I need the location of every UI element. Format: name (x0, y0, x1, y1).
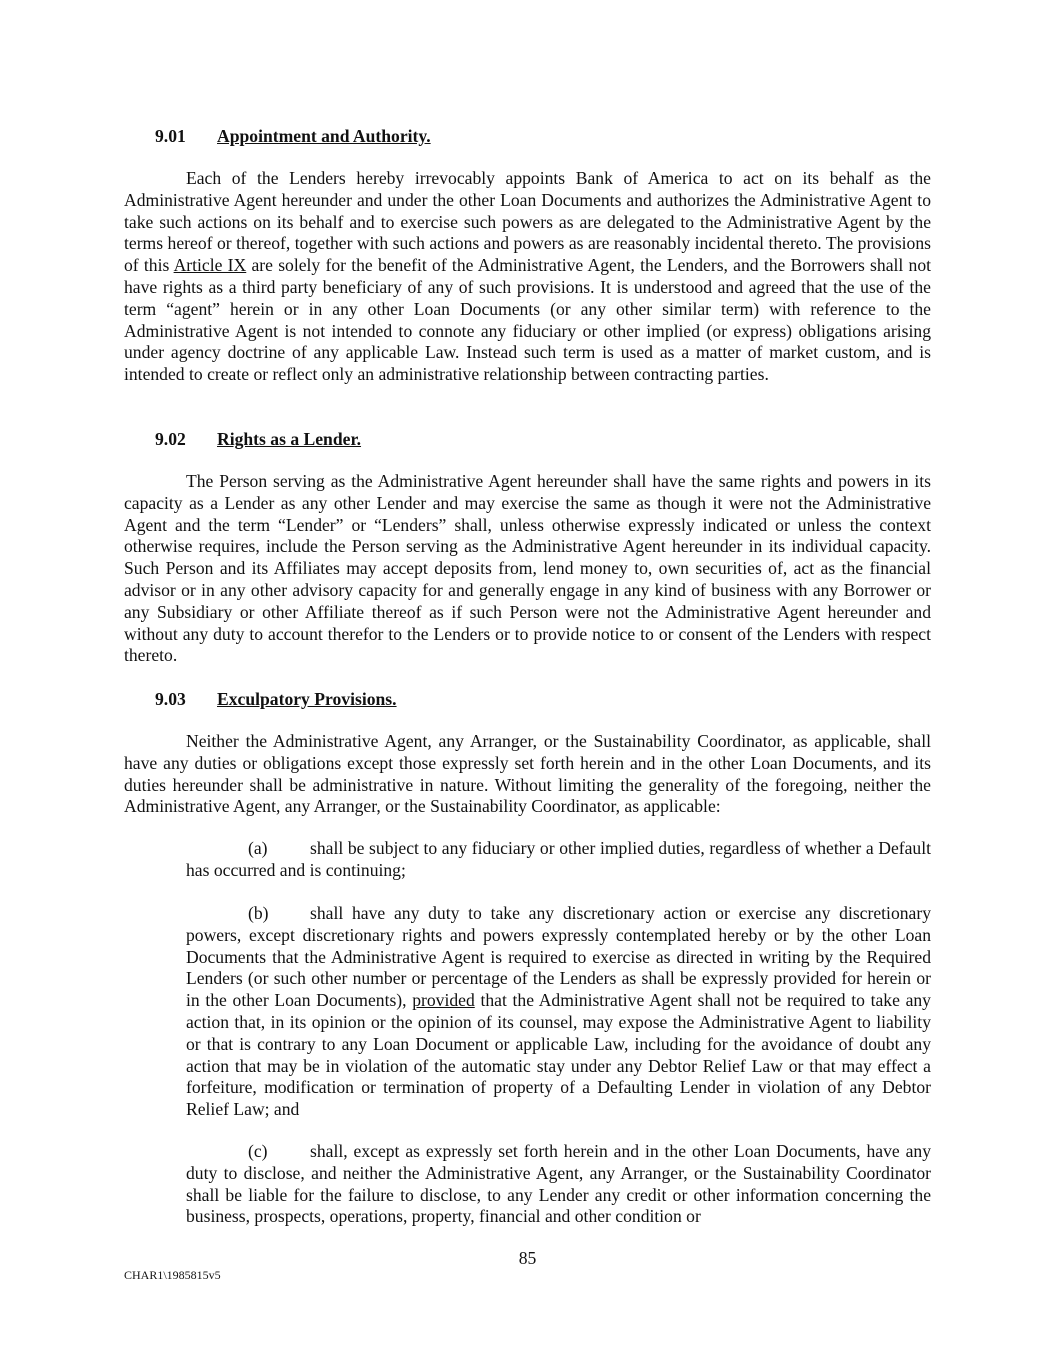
section-heading-9-03 (155, 688, 397, 710)
list-item-marker: (a) (248, 838, 268, 858)
section-heading-9-01 (155, 125, 431, 147)
document-id: CHAR1\1985815v5 (124, 1268, 221, 1282)
paragraph-text: Each of the Lenders hereby irrevocably appoints Bank of America to act on its behalf as the Administrative Agent hereunder and under the other Loan Documents and authorizes the Administrative Agent to take such actions on its behalf and to exercise such powers as are delegated to the Administrative Agent by the terms hereof or thereof, together with such actions and powers as are reasonably incidental thereto. The provisions of this (124, 168, 931, 276)
list-item-text: shall, except as expressly set forth herein and in the other Loan Documents, have any duty to disclose, and neither the Administrative Agent, any Arranger, or the Sustainability Coordinator shall be liable for the failure to disclose, to any Lender any credit or other information concerning the business, prospects, operations, property, financial and other condition or (186, 1141, 931, 1227)
section-9-01-paragraph (124, 168, 931, 386)
provided-term: provided (412, 990, 475, 1011)
list-item-b (186, 903, 931, 1121)
section-9-03-paragraph: Neither the Administrative Agent, any Arranger, or the Sustainability Coordinator, as applicable, shall have any duties or obligations except those expressly set forth herein and in the other Loan Documents, and its duties hereunder shall be administrative in nature. Without limiting the generality of the foregoing, neither the Administrative Agent, any Arranger, or the Sustainability Coordinator, as applicable: (124, 731, 931, 817)
section-title: Exculpatory Provisions. (217, 689, 397, 709)
section-number: 9.01 (155, 126, 186, 146)
list-item-text: that the Administrative Agent shall not be required to take any action that, in its opinion or the opinion of its counsel, may expose the Administrative Agent to liability or that is contrary to any Loan Document or applicable Law, including for the avoidance of doubt any action that may be in violation of the automatic stay under any Debtor Relief Law or that may effect a forfeiture, modification or termination of property of a Defaulting Lender in violation of any Debtor Relief Law; and (186, 990, 931, 1120)
list-item-text: shall be subject to any fiduciary or other implied duties, regardless of whether a Default has occurred and is continuing; (186, 838, 931, 880)
list-item-text: shall have any duty to take any discretionary action or exercise any discretionary powers, except discretionary rights and powers expressly contemplated hereby or by the other Loan Documents that the Administrative Agent is required to exercise as directed in writing by the Required Lenders (or such other number or percentage of the Lenders as shall be expressly provided for herein or in the other Loan Documents), (186, 903, 931, 1011)
page-number: 85 (518, 1248, 537, 1268)
section-9-02-paragraph: The Person serving as the Administrative Agent hereunder shall have the same rights and powers in its capacity as a Lender as any other Lender and may exercise the same as though it were not the Administrative Agent and the term “Lender” or “Lenders” shall, unless otherwise expressly indicated or unless the context otherwise requires, include the Person serving as the Administrative Agent hereunder in its individual capacity. Such Person and its Affiliates may accept deposits from, lend money to, own securities of, act as the financial advisor or in any other advisory capacity for and generally engage in any kind of business with any Borrower or any Subsidiary or other Affiliate thereof as if such Person were not the Administrative Agent hereunder and without any duty to account therefor to the Lenders or to provide notice to or consent of the Lenders with respect thereto. (124, 471, 931, 666)
list-item-marker: (c) (248, 1141, 268, 1161)
article-ix-reference: Article IX (173, 255, 247, 276)
section-title: Rights as a Lender. (217, 429, 362, 449)
section-heading-9-02 (155, 428, 361, 450)
list-item-c (186, 1141, 931, 1228)
list-item-a (186, 838, 931, 882)
paragraph-text: are solely for the benefit of the Administrative Agent, the Lenders, and the Borrowers shall not have rights as a third party beneficiary of any of such provisions. It is understood and agreed that the use of the term “agent” herein or in any other Loan Documents (or any other similar term) with reference to the Administrative Agent is not intended to connote any fiduciary or other implied (or express) obligations arising under agency doctrine of any applicable Law. Instead such term is used as a matter of market custom, and is intended to create or reflect only an administrative relationship between contracting parties. (124, 255, 932, 385)
section-number: 9.02 (155, 429, 186, 449)
section-title: Appointment and Authority. (217, 126, 431, 146)
section-number: 9.03 (155, 689, 186, 709)
list-item-marker: (b) (248, 903, 269, 923)
